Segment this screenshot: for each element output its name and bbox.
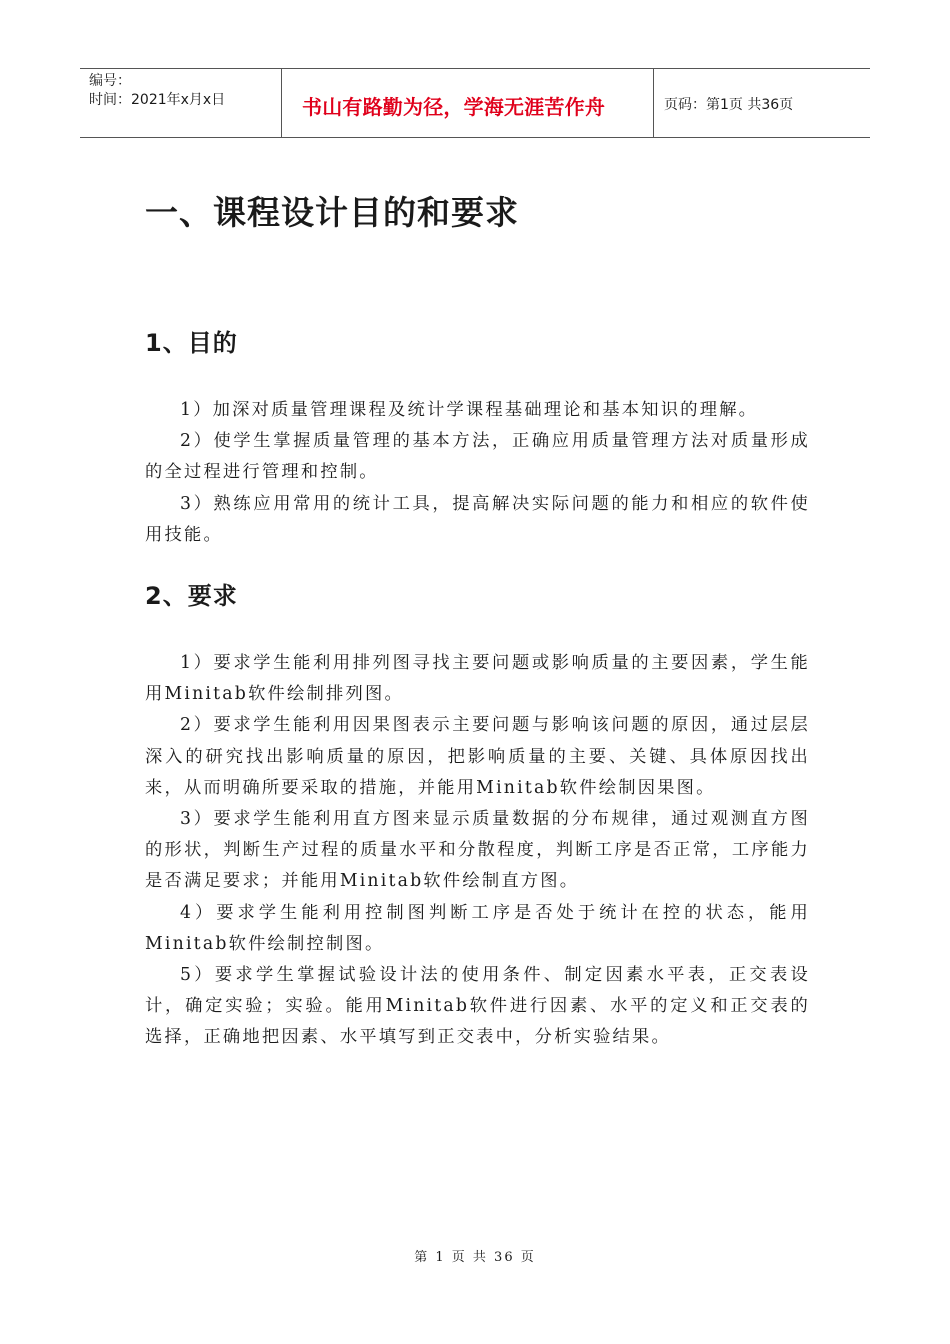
section-heading-purpose: 1、目的 — [145, 329, 238, 357]
page-footer: 第 1 页 共 36 页 — [414, 1250, 536, 1265]
paragraph: 2）使学生掌握质量管理的基本方法，正确应用质量管理方法对质量形成的全过程进行管理和控制。 — [145, 431, 810, 483]
section-heading-requirements: 2、要求 — [145, 582, 238, 610]
paragraph: 1）要求学生能利用排列图寻找主要问题或影响质量的主要因素，学生能用Minitab软件绘制排列图。 — [145, 653, 810, 705]
number-label: 编号： — [89, 73, 131, 89]
header-meta — [80, 69, 281, 137]
paragraph: 2）要求学生能利用因果图表示主要问题与影响该问题的原因，通过层层深入的研究找出影响质量的原因，把影响质量的主要、关键、具体原因找出来，从而明确所要采取的措施，并能用Minitab软件绘制因果图。 — [145, 715, 810, 798]
header-page-code: 页码：第1页 共36页 — [664, 97, 794, 113]
header-motto: 书山有路勤为径，学海无涯苦作舟 — [281, 69, 654, 137]
paragraph: 1）加深对质量管理课程及统计学课程基础理论和基本知识的理解。 — [180, 400, 759, 420]
document-header — [80, 68, 870, 138]
paragraph: 5）要求学生掌握试验设计法的使用条件、制定因素水平表，正交表设计，确定实验；实验。能用Minitab软件进行因素、水平的定义和正交表的选择，正确地把因素、水平填写到正交表中，分析实验结果。 — [145, 965, 810, 1048]
paragraph: 4）要求学生能利用控制图判断工序是否处于统计在控的状态，能用Minitab软件绘制控制图。 — [145, 902, 810, 954]
page-title: 一、课程设计目的和要求 — [145, 193, 519, 232]
paragraph: 3）要求学生能利用直方图来显示质量数据的分布规律，通过观测直方图的形状，判断生产过程的质量水平和分散程度，判断工序是否正常，工序能力是否满足要求；并能用Minitab软件绘制直方图。 — [145, 809, 810, 892]
section-requirements-body — [145, 648, 810, 1054]
paragraph: 3）熟练应用常用的统计工具，提高解决实际问题的能力和相应的软件使用技能。 — [145, 493, 810, 545]
time-label: 时间：2021年x月x日 — [89, 92, 226, 108]
section-purpose-body — [145, 395, 810, 551]
